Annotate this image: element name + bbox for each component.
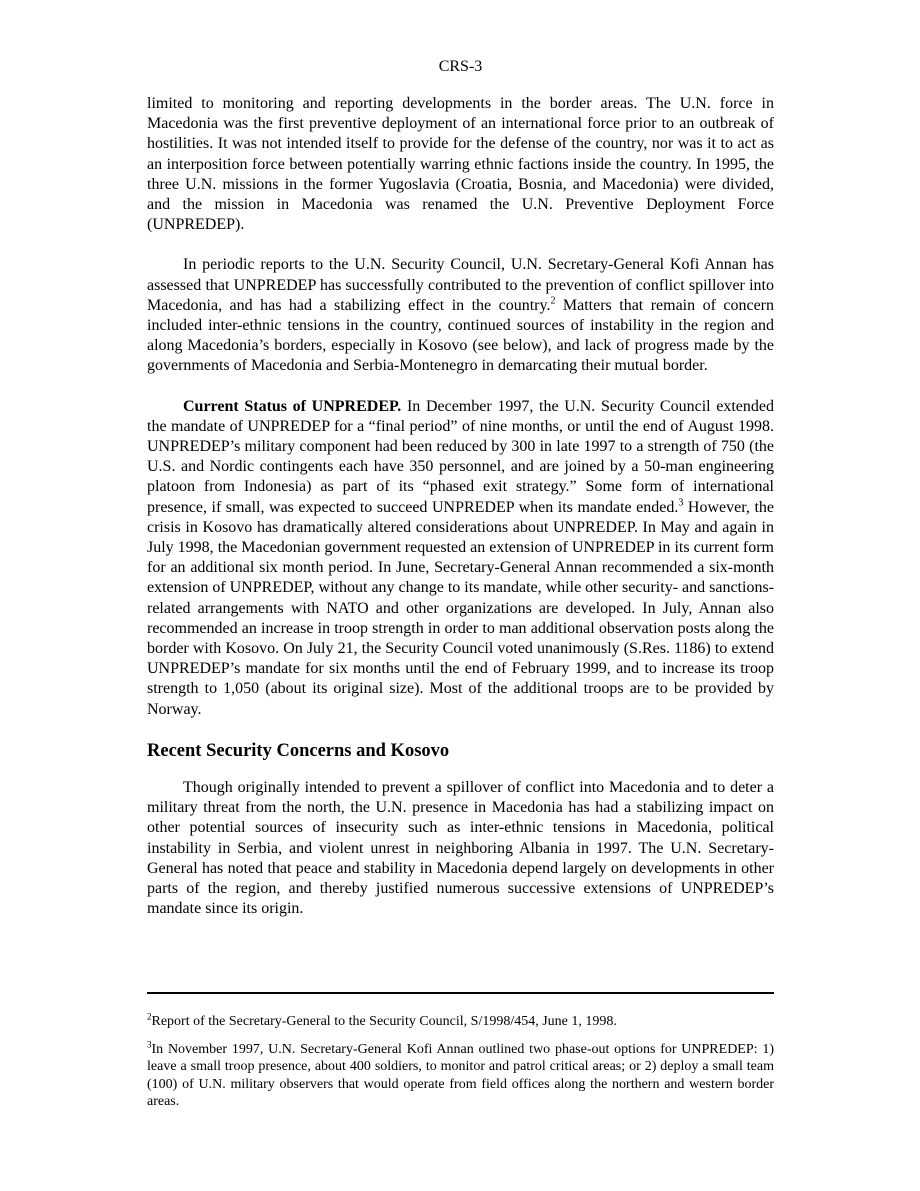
section-heading: Recent Security Concerns and Kosovo [147, 740, 450, 761]
body-text [147, 94, 774, 939]
paragraph-text: In periodic reports to the U.N. Security Council, U.N. Secretary-General Kofi Annan has assessed that UNPREDEP has successfully contributed to the prevention of conflict spillover into Macedonia, and has had a stabilizing effect in the country. [147, 256, 774, 314]
footnote-number: 2 [147, 1011, 152, 1022]
run-in-heading: Current Status of UNPREDEP. [183, 397, 402, 415]
page-number-header: CRS-3 [438, 58, 483, 75]
footnote-number: 3 [147, 1038, 152, 1049]
footnote [147, 1013, 774, 1031]
footnote-reference[interactable]: 3 [678, 497, 684, 509]
paragraph-unpredep-origin: limited to monitoring and reporting developments in the border areas. The U.N. force in Macedonia was the first preventive deployment of an international force prior to an outbreak of hostilities. It was not intended itself to provide for the defense of the country, nor was it to act as an interposition force between potentially warring ethnic factions inside the country. In 1995, the three U.N. missions in the former Yugoslavia (Croatia, Bosnia, and Macedonia) were divided, and the mission in Macedonia was renamed the U.N. Preventive Deployment Force (UNPREDEP). [147, 95, 774, 234]
footnote-reference[interactable]: 2 [550, 295, 556, 307]
paragraph-text: In December 1997, the U.N. Security Council extended the mandate of UNPREDEP for a “final period” of nine months, or until the end of August 1998. UNPREDEP’s military component had been reduced by 300 in late 1997 to a strength of 750 (the U.S. and Nordic contingents each have 350 personnel, and are joined by a 50-man engineering platoon from Indonesia) as part of its “phased exit strategy.” Some form of international presence, if small, was expected to succeed UNPREDEP when its mandate ended. [147, 397, 775, 516]
footnotes [147, 1013, 774, 1121]
paragraph-current-status [147, 397, 774, 720]
footnote-text: Report of the Secretary-General to the Security Council, S/1998/454, June 1, 1998. [151, 1014, 617, 1029]
paragraph-security-concerns: Though originally intended to prevent a spillover of conflict into Macedonia and to deter a military threat from the north, the U.N. presence in Macedonia has had a stabilizing impact on other potential sources of insecurity such as inter-ethnic tensions in Macedonia, political instability in Serbia, and violent unrest in neighboring Albania in 1997. The U.N. Secretary-General has noted that peace and stability in Macedonia depend largely on developments in other parts of the region, and thereby justified numerous successive extensions of UNPREDEP’s mandate since its origin. [147, 778, 774, 918]
paragraph-secretary-general-reports [147, 255, 774, 376]
paragraph-text: Matters that remain of concern included inter-ethnic tensions in the country, continued sources of instability in the region and along Macedonia’s borders, especially in Kosovo (see below), and lack of progress made by the governments of Macedonia and Serbia-Montenegro in demarcating their mutual border. [147, 296, 775, 375]
footnote [147, 1038, 774, 1111]
footnote-text: In November 1997, U.N. Secretary-General Kofi Annan outlined two phase-out options for UNPREDEP: 1) leave a small troop presence, about 400 soldiers, to monitor and patrol critical areas; or 2) deploy a small team (100) of U.N. military observers that would operate from field offices along the northern and western border areas. [147, 1041, 774, 1109]
paragraph-text: However, the crisis in Kosovo has dramatically altered considerations about UNPREDEP. In May and again in July 1998, the Macedonian government requested an extension of UNPREDEP in its current form for an additional six month period. In June, Secretary-General Annan recommended a six-month extension of UNPREDEP, without any change to its mandate, while other security- and sanctions-related arrangements with NATO and other organizations are developed. In July, Annan also recommended an increase in troop strength in order to man additional observation posts along the border with Kosovo. On July 21, the Security Council voted unanimously (S.Res. 1186) to extend UNPREDEP’s mandate for six months until the end of February 1999, and to increase its troop strength to 1,050 (about its original size). Most of the additional troops are to be provided by Norway. [147, 498, 775, 718]
footnote-divider [147, 992, 774, 994]
